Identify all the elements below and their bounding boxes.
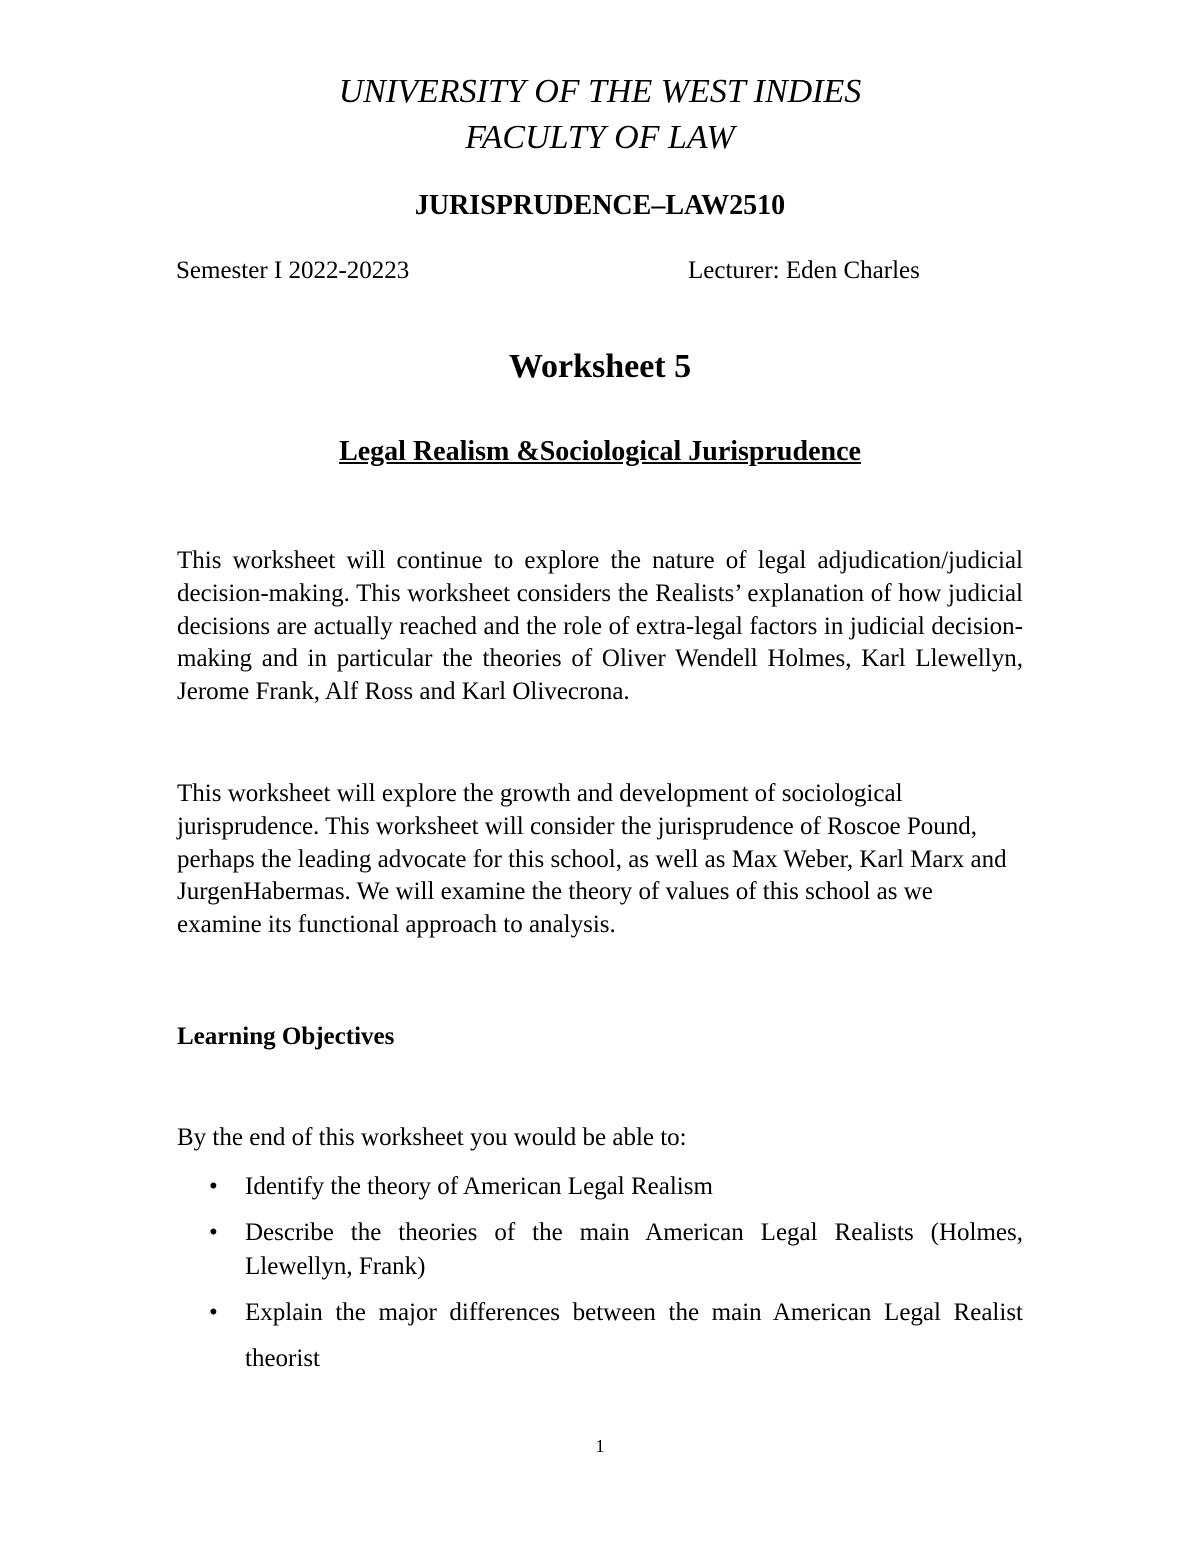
learning-objectives-heading: Learning Objectives <box>177 1023 395 1050</box>
page-number: 1 <box>595 1436 605 1456</box>
list-item-text: Identify the theory of American Legal Realism <box>245 1173 713 1200</box>
intro-paragraph-realism: This worksheet will continue to explore the nature of legal adjudication/judicial decision-making. This worksheet considers the Realists’ explanation of how judicial decisions are actually reached and the role of extra-legal factors in judicial decision-making and in particular the theories of Oliver Wendell Holmes, Karl Llewellyn, Jerome Frank, Alf Ross and Karl Olivecrona. <box>177 547 1023 706</box>
course-code: JURISPRUDENCE–LAW2510 <box>414 190 786 221</box>
semester-label: Semester I 2022-20223 <box>176 257 410 284</box>
list-item <box>177 1290 1023 1382</box>
worksheet-subtitle: Legal Realism &Sociological Jurisprudence <box>339 436 861 467</box>
intro-paragraph-sociological: This worksheet will explore the growth and development of sociological jurisprudence. This worksheet will consider the jurisprudence of Roscoe Pound, perhaps the leading advocate for this school, as well as Max Weber, Karl Marx and JurgenHabermas. We will examine the theory of values of this school as we examine its functional approach to analysis. <box>177 780 1007 939</box>
university-name: UNIVERSITY OF THE WEST INDIES <box>338 73 862 110</box>
worksheet-title: Worksheet 5 <box>508 348 692 385</box>
lecturer-label: Lecturer: Eden Charles <box>688 257 920 284</box>
learning-objectives-list <box>177 1170 1023 1394</box>
faculty-name: FACULTY OF LAW <box>465 119 735 156</box>
learning-objectives-intro: By the end of this worksheet you would be able to: <box>177 1124 687 1151</box>
bullet-icon: • <box>209 1299 218 1326</box>
list-item <box>177 1170 1023 1204</box>
list-item-text: Explain the major differences between the main American Legal Realist theorist <box>245 1299 1023 1372</box>
bullet-icon: • <box>209 1219 218 1246</box>
list-item-text: Describe the theories of the main American Legal Realists (Holmes, Llewellyn, Frank) <box>245 1219 1023 1280</box>
bullet-icon: • <box>209 1173 218 1200</box>
list-item <box>177 1216 1023 1284</box>
